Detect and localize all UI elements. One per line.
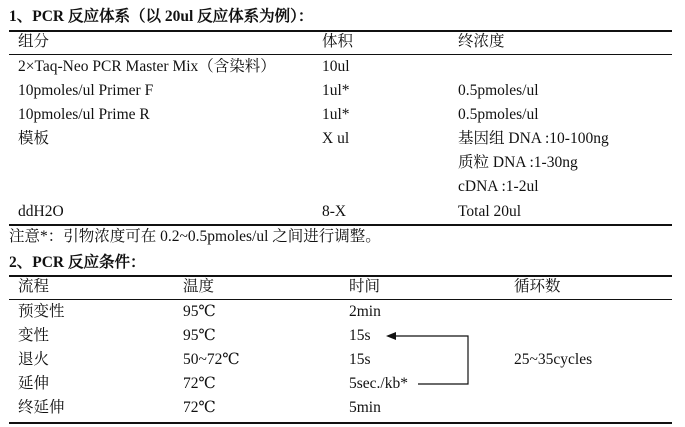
table1-cell: cDNA :1-2ul <box>458 178 539 195</box>
table2-cell: 15s <box>349 327 371 344</box>
primer-note: 注意*：引物浓度可在 0.2~0.5pmoles/ul 之间进行调整。 <box>9 228 381 245</box>
table2-cell: 72℃ <box>183 375 216 392</box>
table1-cell: 10pmoles/ul Prime R <box>18 106 150 123</box>
table1-cell: 0.5pmoles/ul <box>458 82 539 99</box>
table1-cell: 1ul* <box>322 106 350 123</box>
table2-header-time: 时间 <box>349 278 381 295</box>
table2-cell: 2min <box>349 303 381 320</box>
table2-cell: 延伸 <box>18 375 50 392</box>
table2-cell: 终延伸 <box>18 399 65 416</box>
table2-cell: 95℃ <box>183 303 216 320</box>
table2-cell: 95℃ <box>183 327 216 344</box>
table2-bottom-rule <box>9 422 672 424</box>
table2-cell: 5sec./kb* <box>349 375 408 392</box>
table1-cell: 2×Taq-Neo PCR Master Mix（含染料） <box>18 58 276 75</box>
table2-header-temperature: 温度 <box>183 278 215 295</box>
table1-cell: 8-X <box>322 203 347 220</box>
table1-cell: 10ul <box>322 58 350 75</box>
table2-cell: 变性 <box>18 327 50 344</box>
table2-cell: 退火 <box>18 351 50 368</box>
table2-cell: 15s <box>349 351 371 368</box>
section1-title: 1、PCR 反应体系（以 20ul 反应体系为例）： <box>9 8 314 25</box>
table1-cell: 10pmoles/ul Primer F <box>18 82 154 99</box>
table1-cell: 基因组 DNA :10-100ng <box>458 130 609 147</box>
table1-header-component: 组分 <box>18 33 50 50</box>
table1-cell: 0.5pmoles/ul <box>458 106 539 123</box>
table1-cell: 1ul* <box>322 82 350 99</box>
table1-header-final-concentration: 终浓度 <box>458 33 505 50</box>
table2-header-step: 流程 <box>18 278 50 295</box>
table1-cell: Total 20ul <box>458 203 522 220</box>
table2-cell: 72℃ <box>183 399 216 416</box>
table2-header-cycles: 循环数 <box>514 278 561 295</box>
table1-cell: X ul <box>322 130 350 147</box>
table2-cell: 5min <box>349 399 381 416</box>
table1-cell: 质粒 DNA :1-30ng <box>458 154 578 171</box>
table1-cell: ddH2O <box>18 203 64 220</box>
table1-header-volume: 体积 <box>322 33 354 50</box>
table2-cell: 50~72℃ <box>183 351 240 368</box>
section2-title: 2、PCR 反应条件： <box>9 254 146 271</box>
table1-cell: 模板 <box>18 130 50 147</box>
cycle-count: 25~35cycles <box>514 351 593 368</box>
table2-cell: 预变性 <box>18 303 65 320</box>
